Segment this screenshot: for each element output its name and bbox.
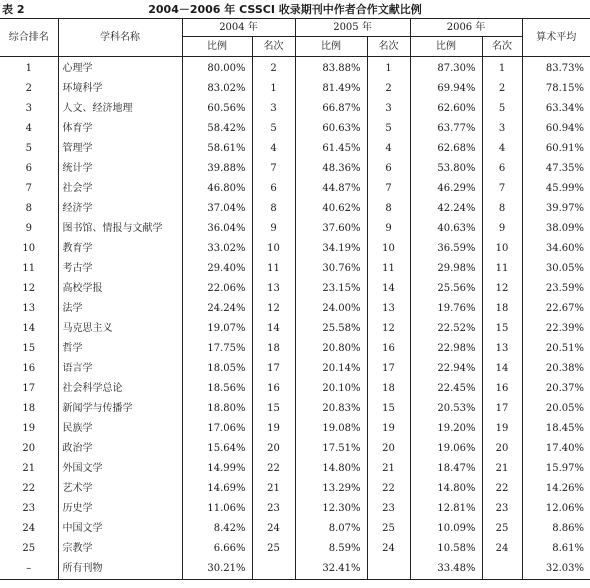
cell-order-2005: 7: [367, 179, 410, 199]
cell-order-2005: 11: [367, 259, 410, 279]
cell-rank: 17: [22, 383, 36, 394]
table-body: [0, 57, 590, 580]
cell-order-2004: 17: [252, 359, 295, 379]
cell-average: 47.35%: [522, 159, 590, 179]
cell-ratio-2006: 25.56%: [410, 279, 482, 299]
cell-order-2004: 25: [252, 539, 295, 559]
table-row: [0, 79, 590, 99]
table-row: [0, 159, 590, 179]
cell-ratio-2005: 20.10%: [295, 379, 367, 399]
cell-order-2005: 15: [367, 399, 410, 419]
cell-ratio-2006: 19.20%: [410, 419, 482, 439]
cell-rank: 2: [25, 83, 32, 94]
cell-ratio-2006: 22.52%: [410, 319, 482, 339]
cell-ratio-2004: 37.04%: [182, 199, 252, 219]
cell-ratio-2004: 18.80%: [182, 399, 252, 419]
cell-order-2004: 8: [252, 199, 295, 219]
cell-rank: 6: [25, 163, 32, 174]
cell-ratio-2005: 24.00%: [295, 299, 367, 319]
cell-ratio-2005: 40.62%: [295, 199, 367, 219]
cell-order-2006: 7: [482, 179, 522, 199]
cell-order-2004: 13: [252, 279, 295, 299]
cell-subject: 心理学: [58, 57, 182, 80]
table-row: [0, 519, 590, 539]
cell-subject: 人文、经济地理: [58, 99, 182, 119]
cell-ratio-2005: 8.07%: [295, 519, 367, 539]
cell-ratio-2006: 53.80%: [410, 159, 482, 179]
cell-order-2004: 10: [252, 239, 295, 259]
table-row: [0, 459, 590, 479]
cell-rank: 19: [22, 423, 36, 434]
cell-order-2006: 16: [482, 379, 522, 399]
cell-subject: 民族学: [58, 419, 182, 439]
cell-rank: 3: [25, 103, 32, 114]
table-row: [0, 359, 590, 379]
cell-average: 12.06%: [522, 499, 590, 519]
cell-subject: 社会学: [58, 179, 182, 199]
cell-ratio-2004: 8.42%: [182, 519, 252, 539]
cell-subject: 教育学: [58, 239, 182, 259]
cell-order-2005: 6: [367, 159, 410, 179]
cell-ratio-2006: 20.53%: [410, 399, 482, 419]
table-row: [0, 179, 590, 199]
cell-ratio-2004: 18.05%: [182, 359, 252, 379]
cell-subject: 艺术学: [58, 479, 182, 499]
header-order-2005: 名次: [367, 37, 410, 57]
cell-average: 83.73%: [522, 57, 590, 80]
cell-ratio-2005: 44.87%: [295, 179, 367, 199]
cell-ratio-2006: 33.48%: [410, 559, 482, 580]
cell-average: 63.34%: [522, 99, 590, 119]
cell-ratio-2004: 30.21%: [182, 559, 252, 580]
cell-rank: 20: [22, 443, 36, 454]
cell-rank: 14: [22, 323, 36, 334]
cell-order-2006: 23: [482, 499, 522, 519]
cell-order-2005: 5: [367, 119, 410, 139]
cell-ratio-2005: 25.58%: [295, 319, 367, 339]
cell-ratio-2004: 46.80%: [182, 179, 252, 199]
header-year-2006: 2006 年: [410, 19, 522, 37]
cell-ratio-2006: 22.94%: [410, 359, 482, 379]
cell-average: 22.39%: [522, 319, 590, 339]
cell-average: 17.40%: [522, 439, 590, 459]
cell-average: 78.15%: [522, 79, 590, 99]
cell-order-2006: 3: [482, 119, 522, 139]
table-row: [0, 339, 590, 359]
cell-order-2005: 18: [367, 379, 410, 399]
cell-subject: 外国文学: [58, 459, 182, 479]
cell-order-2004: 21: [252, 479, 295, 499]
cell-subject: 马克思主义: [58, 319, 182, 339]
cell-ratio-2006: 46.29%: [410, 179, 482, 199]
cell-order-2006: 20: [482, 439, 522, 459]
table-row: [0, 559, 590, 580]
table-caption: [0, 0, 570, 16]
cell-order-2006: 12: [482, 279, 522, 299]
cell-order-2004: 22: [252, 459, 295, 479]
cell-order-2006: 9: [482, 219, 522, 239]
cell-order-2004: 11: [252, 259, 295, 279]
cell-ratio-2004: 14.69%: [182, 479, 252, 499]
cell-order-2005: 25: [367, 519, 410, 539]
cell-rank: 24: [22, 523, 36, 534]
table-header: [0, 19, 590, 57]
cell-average: 45.99%: [522, 179, 590, 199]
cell-ratio-2004: 29.40%: [182, 259, 252, 279]
cell-ratio-2006: 22.98%: [410, 339, 482, 359]
cell-order-2005: 16: [367, 339, 410, 359]
cell-order-2005: 19: [367, 419, 410, 439]
cell-ratio-2005: 13.29%: [295, 479, 367, 499]
cell-ratio-2006: 12.81%: [410, 499, 482, 519]
cell-average: 23.59%: [522, 279, 590, 299]
cell-order-2006: 10: [482, 239, 522, 259]
cell-order-2004: 15: [252, 399, 295, 419]
table-row: [0, 419, 590, 439]
cell-ratio-2005: 20.83%: [295, 399, 367, 419]
table-row: [0, 439, 590, 459]
cell-ratio-2006: 19.06%: [410, 439, 482, 459]
cell-ratio-2005: 34.19%: [295, 239, 367, 259]
cell-subject: 环境科学: [58, 79, 182, 99]
cell-average: 30.05%: [522, 259, 590, 279]
cell-ratio-2005: 14.80%: [295, 459, 367, 479]
cell-order-2005: 22: [367, 479, 410, 499]
cell-order-2006: 5: [482, 99, 522, 119]
cell-order-2006: 24: [482, 539, 522, 559]
cell-order-2006: 21: [482, 459, 522, 479]
cell-order-2004: 23: [252, 499, 295, 519]
header-subject: 学科名称: [58, 19, 182, 57]
cell-average: 14.26%: [522, 479, 590, 499]
cell-order-2004: 16: [252, 379, 295, 399]
cell-subject: 新闻学与传播学: [58, 399, 182, 419]
table-title: 2004－2006 年 CSSCI 收录期刊中作者合作文献比例: [148, 3, 422, 16]
cell-ratio-2006: 62.68%: [410, 139, 482, 159]
cell-order-2004: 19: [252, 419, 295, 439]
header-year-2004: 2004 年: [182, 19, 295, 37]
cell-subject: 宗教学: [58, 539, 182, 559]
cell-rank: 23: [22, 503, 36, 514]
cell-average: 20.37%: [522, 379, 590, 399]
cell-average: 18.45%: [522, 419, 590, 439]
cell-ratio-2004: 11.06%: [182, 499, 252, 519]
cell-subject: 图书馆、情报与文献学: [58, 219, 182, 239]
header-order-2006: 名次: [482, 37, 522, 57]
cell-average: 20.05%: [522, 399, 590, 419]
cell-order-2006: 18: [482, 299, 522, 319]
cell-ratio-2004: 19.07%: [182, 319, 252, 339]
cell-order-2005: 20: [367, 439, 410, 459]
cell-rank: 1: [25, 63, 32, 74]
table-row: [0, 239, 590, 259]
cell-subject: 高校学报: [58, 279, 182, 299]
cell-ratio-2006: 69.94%: [410, 79, 482, 99]
cell-order-2004: 2: [252, 57, 295, 80]
cell-order-2005: 10: [367, 239, 410, 259]
cell-ratio-2004: 39.88%: [182, 159, 252, 179]
cell-ratio-2004: 14.99%: [182, 459, 252, 479]
cell-rank: 15: [22, 343, 36, 354]
cell-rank: 22: [22, 483, 36, 494]
cell-order-2005: 24: [367, 539, 410, 559]
cell-average: 22.67%: [522, 299, 590, 319]
cell-ratio-2006: 87.30%: [410, 57, 482, 80]
table-row: [0, 299, 590, 319]
cell-order-2005: 13: [367, 299, 410, 319]
cell-order-2006: 17: [482, 399, 522, 419]
cell-ratio-2004: 33.02%: [182, 239, 252, 259]
table-row: [0, 399, 590, 419]
cell-rank: –: [26, 563, 32, 574]
cell-ratio-2004: 6.66%: [182, 539, 252, 559]
cell-order-2004: 14: [252, 319, 295, 339]
cell-ratio-2005: 30.76%: [295, 259, 367, 279]
cell-ratio-2006: 14.80%: [410, 479, 482, 499]
cell-order-2005: 9: [367, 219, 410, 239]
cell-order-2005: 4: [367, 139, 410, 159]
table-number: 表 2: [2, 3, 25, 16]
cell-subject: 中国文学: [58, 519, 182, 539]
table-row: [0, 379, 590, 399]
cell-order-2006: 11: [482, 259, 522, 279]
cell-order-2006: 15: [482, 319, 522, 339]
cell-ratio-2005: 32.41%: [295, 559, 367, 580]
cell-order-2004: 3: [252, 99, 295, 119]
cell-order-2004: 20: [252, 439, 295, 459]
header-order-2004: 名次: [252, 37, 295, 57]
cell-rank: 12: [22, 283, 36, 294]
cell-ratio-2004: 36.04%: [182, 219, 252, 239]
header-average: 算术平均: [522, 19, 590, 57]
cell-order-2004: [252, 559, 295, 580]
cell-rank: 10: [22, 243, 36, 254]
cell-order-2004: 1: [252, 79, 295, 99]
cell-order-2006: 22: [482, 479, 522, 499]
cell-rank: 7: [25, 183, 32, 194]
cell-order-2004: 9: [252, 219, 295, 239]
cell-subject: 语言学: [58, 359, 182, 379]
cell-order-2005: 3: [367, 99, 410, 119]
cell-ratio-2004: 80.00%: [182, 57, 252, 80]
cell-ratio-2005: 20.14%: [295, 359, 367, 379]
cell-ratio-2005: 19.08%: [295, 419, 367, 439]
cell-ratio-2005: 37.60%: [295, 219, 367, 239]
cell-ratio-2005: 83.88%: [295, 57, 367, 80]
cell-ratio-2006: 19.76%: [410, 299, 482, 319]
cell-ratio-2004: 60.56%: [182, 99, 252, 119]
cell-order-2004: 5: [252, 119, 295, 139]
cell-average: 20.51%: [522, 339, 590, 359]
cell-order-2006: 19: [482, 419, 522, 439]
cell-subject: 法学: [58, 299, 182, 319]
cell-ratio-2004: 58.61%: [182, 139, 252, 159]
cell-rank: 21: [22, 463, 36, 474]
cell-ratio-2006: 10.09%: [410, 519, 482, 539]
table-row: [0, 279, 590, 299]
cell-ratio-2006: 22.45%: [410, 379, 482, 399]
cell-average: 60.91%: [522, 139, 590, 159]
cell-order-2004: 4: [252, 139, 295, 159]
cell-ratio-2006: 62.60%: [410, 99, 482, 119]
cell-order-2005: 8: [367, 199, 410, 219]
cell-rank: 9: [25, 223, 32, 234]
header-ratio-2004: 比例: [182, 37, 252, 57]
table-row: [0, 57, 590, 80]
table-row: [0, 139, 590, 159]
cell-order-2005: 17: [367, 359, 410, 379]
table-row: [0, 319, 590, 339]
table-row: [0, 219, 590, 239]
cell-subject: 所有刊物: [58, 559, 182, 580]
cell-order-2005: [367, 559, 410, 580]
cell-order-2006: 25: [482, 519, 522, 539]
cell-ratio-2006: 36.59%: [410, 239, 482, 259]
cell-average: 39.97%: [522, 199, 590, 219]
header-ratio-2005: 比例: [295, 37, 367, 57]
cell-order-2004: 24: [252, 519, 295, 539]
cell-average: 8.86%: [522, 519, 590, 539]
cell-ratio-2005: 61.45%: [295, 139, 367, 159]
cell-rank: 18: [22, 403, 36, 414]
cell-rank: 13: [22, 303, 36, 314]
cell-order-2006: 8: [482, 199, 522, 219]
cell-subject: 社会科学总论: [58, 379, 182, 399]
cell-ratio-2005: 48.36%: [295, 159, 367, 179]
table-row: [0, 259, 590, 279]
cell-rank: 5: [25, 143, 32, 154]
table-row: [0, 539, 590, 559]
cell-order-2005: 12: [367, 319, 410, 339]
data-table: [0, 18, 590, 580]
cell-order-2006: 4: [482, 139, 522, 159]
header-ratio-2006: 比例: [410, 37, 482, 57]
cell-subject: 考古学: [58, 259, 182, 279]
cell-average: 15.97%: [522, 459, 590, 479]
cell-order-2006: 1: [482, 57, 522, 80]
cell-ratio-2005: 23.15%: [295, 279, 367, 299]
cell-order-2006: 2: [482, 79, 522, 99]
cell-subject: 管理学: [58, 139, 182, 159]
cell-ratio-2005: 60.63%: [295, 119, 367, 139]
cell-order-2004: 18: [252, 339, 295, 359]
cell-average: 34.60%: [522, 239, 590, 259]
cell-subject: 历史学: [58, 499, 182, 519]
cell-ratio-2004: 17.75%: [182, 339, 252, 359]
cell-average: 20.38%: [522, 359, 590, 379]
cell-average: 38.09%: [522, 219, 590, 239]
cell-average: 8.61%: [522, 539, 590, 559]
cell-ratio-2004: 18.56%: [182, 379, 252, 399]
cell-rank: 25: [22, 543, 36, 554]
table-row: [0, 199, 590, 219]
cell-rank: 4: [25, 123, 32, 134]
cell-average: 60.94%: [522, 119, 590, 139]
cell-order-2004: 12: [252, 299, 295, 319]
cell-ratio-2005: 81.49%: [295, 79, 367, 99]
cell-rank: 8: [25, 203, 32, 214]
cell-order-2005: 21: [367, 459, 410, 479]
cell-ratio-2004: 58.42%: [182, 119, 252, 139]
cell-ratio-2005: 20.80%: [295, 339, 367, 359]
cell-subject: 哲学: [58, 339, 182, 359]
table-row: [0, 119, 590, 139]
cell-ratio-2006: 18.47%: [410, 459, 482, 479]
table-row: [0, 499, 590, 519]
cell-order-2004: 6: [252, 179, 295, 199]
cell-subject: 政治学: [58, 439, 182, 459]
cell-order-2005: 14: [367, 279, 410, 299]
cell-order-2006: 6: [482, 159, 522, 179]
cell-ratio-2005: 12.30%: [295, 499, 367, 519]
cell-order-2005: 2: [367, 79, 410, 99]
cell-ratio-2005: 8.59%: [295, 539, 367, 559]
cell-average: 32.03%: [522, 559, 590, 580]
cell-order-2006: [482, 559, 522, 580]
cell-ratio-2006: 29.98%: [410, 259, 482, 279]
cell-rank: 16: [22, 363, 36, 374]
cell-ratio-2006: 63.77%: [410, 119, 482, 139]
cell-ratio-2004: 24.24%: [182, 299, 252, 319]
cell-order-2006: 13: [482, 339, 522, 359]
cell-rank: 11: [22, 263, 36, 274]
header-year-2005: 2005 年: [295, 19, 410, 37]
cell-order-2004: 7: [252, 159, 295, 179]
cell-ratio-2006: 40.63%: [410, 219, 482, 239]
cell-subject: 统计学: [58, 159, 182, 179]
cell-ratio-2006: 10.58%: [410, 539, 482, 559]
table-row: [0, 99, 590, 119]
cell-ratio-2004: 22.06%: [182, 279, 252, 299]
cell-order-2005: 23: [367, 499, 410, 519]
cell-order-2006: 14: [482, 359, 522, 379]
cell-subject: 体育学: [58, 119, 182, 139]
table-row: [0, 479, 590, 499]
cell-ratio-2005: 17.51%: [295, 439, 367, 459]
cell-subject: 经济学: [58, 199, 182, 219]
header-rank: 综合排名: [0, 19, 58, 57]
cell-ratio-2005: 66.87%: [295, 99, 367, 119]
cell-ratio-2004: 15.64%: [182, 439, 252, 459]
cell-ratio-2004: 17.06%: [182, 419, 252, 439]
cell-ratio-2006: 42.24%: [410, 199, 482, 219]
cell-ratio-2004: 83.02%: [182, 79, 252, 99]
cell-order-2005: 1: [367, 57, 410, 80]
